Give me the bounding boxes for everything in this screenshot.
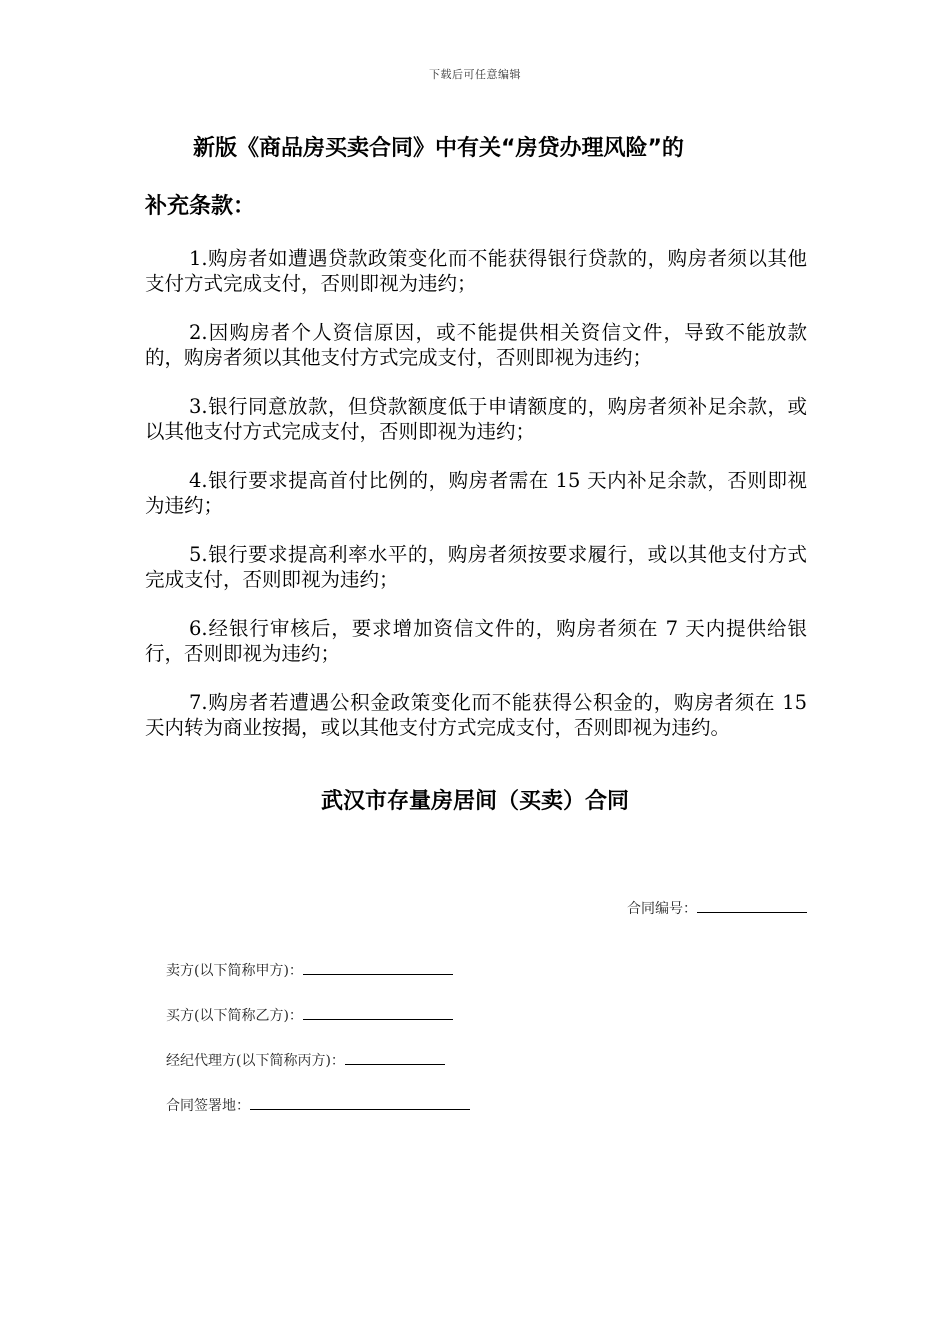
clause-3: 3.银行同意放款，但贷款额度低于申请额度的，购房者须补足余款，或以其他支付方式完成支付，否则即视为违约； [145, 395, 807, 443]
contract-number-blank[interactable] [697, 897, 807, 913]
clause-1: 1.购房者如遭遇贷款政策变化而不能获得银行贷款的，购房者须以其他支付方式完成支付，否则即视为违约； [145, 247, 807, 295]
clause-7: 7.购房者若遭遇公积金政策变化而不能获得公积金的，购房者须在 15 天内转为商业按揭，或以其他支付方式完成支付，否则即视为违约。 [145, 691, 807, 739]
supplement-title-line-2: 补充条款： [145, 194, 256, 219]
agent-blank[interactable] [345, 1049, 445, 1065]
buyer-label: 买方(以下简称乙方)： [166, 1008, 303, 1024]
contract-number-label: 合同编号： [627, 901, 697, 917]
signing-place-label: 合同签署地： [166, 1098, 250, 1114]
agent-field [166, 1049, 445, 1070]
clause-6: 6.经银行审核后，要求增加资信文件的，购房者须在 7 天内提供给银行，否则即视为违约； [145, 617, 807, 665]
buyer-field [166, 1004, 453, 1025]
supplement-title-line-1: 新版《商品房买卖合同》中有关“房贷办理风险”的 [193, 136, 684, 161]
agent-label: 经纪代理方(以下简称丙方)： [166, 1053, 345, 1069]
contract-title: 武汉市存量房居间（买卖）合同 [320, 789, 629, 814]
signing-place-field [166, 1094, 470, 1115]
buyer-blank[interactable] [303, 1004, 453, 1020]
clause-5: 5.银行要求提高利率水平的，购房者须按要求履行，或以其他支付方式完成支付，否则即视为违约； [145, 543, 807, 591]
seller-blank[interactable] [303, 959, 453, 975]
seller-label: 卖方(以下简称甲方)： [166, 963, 303, 979]
signing-place-blank[interactable] [250, 1094, 470, 1110]
supplement-clauses [145, 246, 807, 764]
supplement-title [145, 120, 810, 236]
contract-number-field [627, 897, 807, 918]
seller-field [166, 959, 453, 980]
clause-2: 2.因购房者个人资信原因，或不能提供相关资信文件，导致不能放款的，购房者须以其他支付方式完成支付，否则即视为违约； [145, 321, 807, 369]
header-note: 下载后可任意编辑 [429, 68, 521, 81]
clause-4: 4.银行要求提高首付比例的，购房者需在 15 天内补足余款，否则即视为违约； [145, 469, 807, 517]
